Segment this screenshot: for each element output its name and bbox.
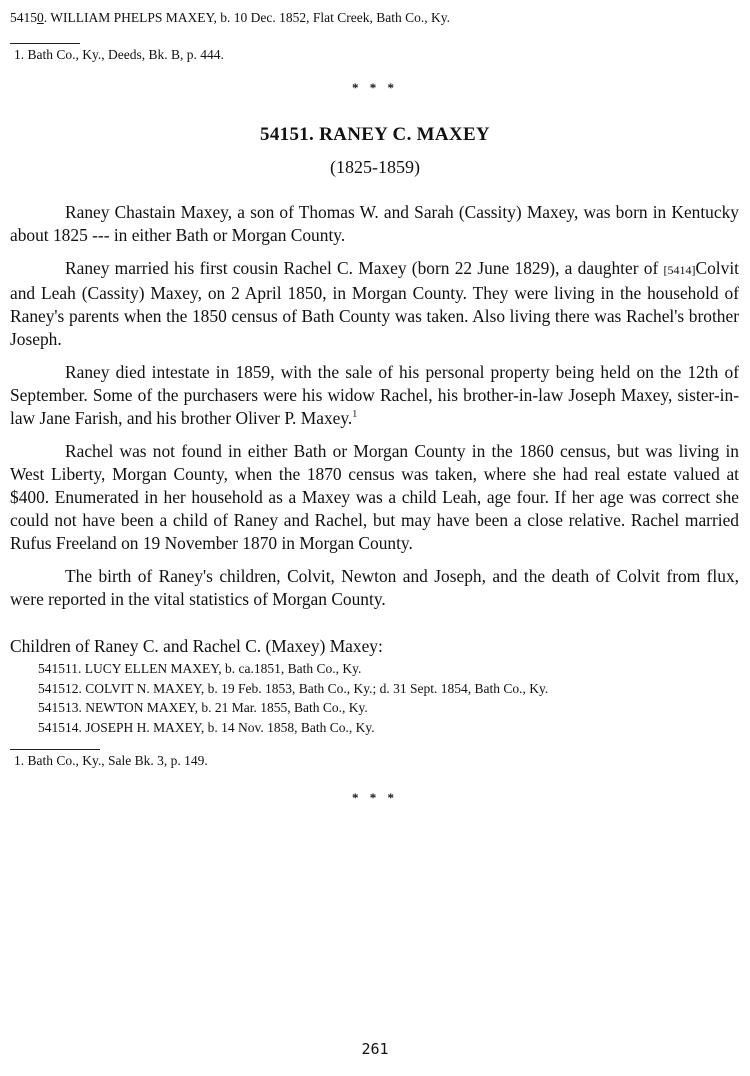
list-item: 541513. NEWTON MAXEY, b. 21 Mar. 1855, Bath Co., Ky. xyxy=(38,700,368,715)
entry-number-underlined-digit: 0 xyxy=(37,10,44,25)
paragraph-1: Raney Chastain Maxey, a son of Thomas W. and Sarah (Cassity) Maxey, was born in Kentucky about 1825 --- in either Bath or Morgan County. xyxy=(10,202,739,245)
biography-text xyxy=(10,201,739,621)
footnote-bottom: 1. Bath Co., Ky., Sale Bk. 3, p. 149. xyxy=(14,753,208,768)
paragraph-2 xyxy=(10,257,739,351)
cross-reference: [5414] xyxy=(663,263,696,277)
paragraph-3-text: Raney died intestate in 1859, with the sale of his personal property being held on the 12th of September. Some of the purchasers were his widow Rachel, his brother-in-law Joseph Maxey, sister-in-law Jane Farish, and his brother Oliver P. Maxey. xyxy=(10,362,739,428)
entry-text: . WILLIAM PHELPS MAXEY, b. 10 Dec. 1852, Flat Creek, Bath Co., Ky. xyxy=(43,10,450,25)
children-list xyxy=(38,659,548,737)
list-item: 541511. LUCY ELLEN MAXEY, b. ca.1851, Bath Co., Ky. xyxy=(38,661,362,676)
section-separator-bottom: * * * xyxy=(352,790,398,805)
section-separator-top: * * * xyxy=(352,80,398,95)
list-item: 541514. JOSEPH H. MAXEY, b. 14 Nov. 1858, Bath Co., Ky. xyxy=(38,719,375,735)
footnote-rule-bottom xyxy=(10,749,100,750)
paragraph-4: Rachel was not found in either Bath or Morgan County in the 1860 census, but was living in West Liberty, Morgan County, when the 1870 census was taken, where she had real estate valued at $400. Enumerated in her household as a Maxey was a child Leah, age four. If her age was correct she could not have been a child of Raney and Rachel, but may have been a close relative. Rachel married Rufus Freeland on 19 November 1870 in Morgan County. xyxy=(10,441,739,553)
paragraph-3 xyxy=(10,361,739,430)
paragraph-2-end: Colvit and Leah (Cassity) Maxey, on 2 April 1850, in Morgan County. They were living in the household of Raney's parents when the 1850 census of Bath County was taken. Also living there was Rachel's brother Joseph. xyxy=(10,258,739,349)
page-number: 261 xyxy=(361,1040,389,1058)
entry-number-prefix: 5415 xyxy=(10,10,37,25)
paragraph-5: The birth of Raney's children, Colvit, Newton and Joseph, and the death of Colvit from flux, were reported in the vital statistics of Morgan County. xyxy=(10,566,739,609)
footnote-rule-top xyxy=(10,43,80,44)
footnote-top: 1. Bath Co., Ky., Deeds, Bk. B, p. 444. xyxy=(14,47,224,62)
children-heading: Children of Raney C. and Rachel C. (Maxey) Maxey: xyxy=(10,636,383,656)
section-dates: (1825-1859) xyxy=(330,157,420,177)
list-item: 541512. COLVIT N. MAXEY, b. 19 Feb. 1853, Bath Co., Ky.; d. 31 Sept. 1854, Bath Co., Ky. xyxy=(38,680,549,696)
footnote-marker: 1 xyxy=(352,409,358,421)
previous-entry-line xyxy=(10,8,450,27)
paragraph-2-start: Raney married his first cousin Rachel C. Maxey (born 22 June 1829), a daughter of xyxy=(65,258,664,278)
section-title: 54151. RANEY C. MAXEY xyxy=(260,124,490,145)
